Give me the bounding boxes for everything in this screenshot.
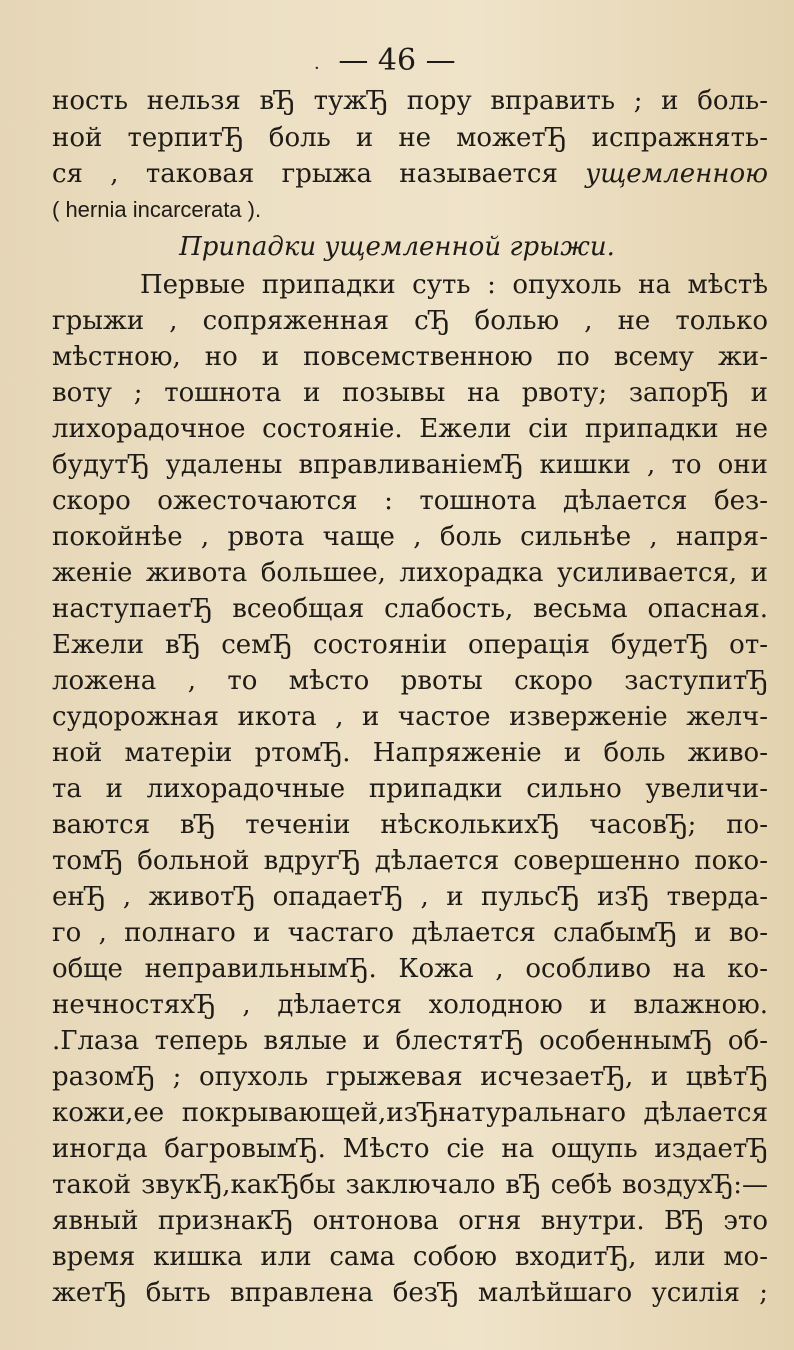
text-line: енЂ , животЂ опадаетЂ , и пульсЂ изЂ тверда- <box>52 882 768 912</box>
page-number: — 46 — <box>338 43 456 78</box>
text-line: мѣстною, но и повсемственною по всему жи- <box>52 342 768 372</box>
text-line: грыжи , сопряженная сЂ болью , не только <box>52 306 768 336</box>
text-line: ной терпитЂ боль и не можетЂ испражнять- <box>52 123 768 153</box>
text-line: томЂ больной вдругЂ дѣлается совершенно поко- <box>52 846 768 876</box>
text-line: женіе живота большее, лихорадка усиливается, и <box>52 558 768 588</box>
text-line: го , полнаго и частаго дѣлается слабымЂ и во- <box>52 918 768 948</box>
text-line: лихорадочное состояніе. Ежели сіи припадки не <box>52 414 768 444</box>
text-line: ложена , то мѣсто рвоты скоро заступитЂ <box>52 666 768 696</box>
text-line: судорожная икота , и частое изверженіе желч- <box>52 702 768 732</box>
header-dot: · <box>314 58 320 79</box>
text-line: покойнѣе , рвота чаще , боль сильнѣе , напря- <box>52 522 768 552</box>
text-segment: ся , таковая грыжа называется <box>52 159 558 189</box>
italic-term: ущемленною <box>585 159 768 189</box>
latin-term-line: ( hernia incarcerata ). <box>52 197 262 222</box>
text-line: скоро ожесточаются : тошнота дѣлается без- <box>52 486 768 516</box>
text-line: ность нельзя вЂ тужЂ пору вправить ; и боль- <box>52 86 768 116</box>
text-line: разомЂ ; опухоль грыжевая исчезаетЂ, и цвѣтЂ <box>52 1062 768 1092</box>
text-line-with-term <box>52 157 768 191</box>
text-line: Ежели вЂ семЂ состояніи операція будетЂ от- <box>52 630 768 660</box>
text-line: Первые припадки суть : опухоль на мѣстѣ <box>140 270 768 300</box>
text-line: обще неправильнымЂ. Кожа , особливо на ко- <box>52 954 768 984</box>
text-line: та и лихорадочные припадки сильно увеличи- <box>52 774 768 804</box>
text-line: иногда багровымЂ. Мѣсто сіе на ощупь издаетЂ <box>52 1134 768 1164</box>
section-heading: Припадки ущемленной грыжи. <box>179 232 615 262</box>
text-line: нечностяхЂ , дѣлается холодною и влажною. <box>52 990 768 1020</box>
text-line: явный признакЂ онтонова огня внутри. ВЂ это <box>52 1206 768 1236</box>
text-line: ной матеріи ртомЂ. Напряженіе и боль живо- <box>52 738 768 768</box>
text-line: жетЂ быть вправлена безЂ малѣйшаго усилія ; <box>52 1278 768 1308</box>
text-line: время кишка или сама собою входитЂ, или мо- <box>52 1242 768 1272</box>
text-line: воту ; тошнота и позывы на рвоту; запорЂ и <box>52 378 768 408</box>
text-line: кожи,ее покрывающей,изЂнатуральнаго дѣлается <box>52 1098 768 1128</box>
text-line: .Глаза теперь вялые и блестятЂ особеннымЂ об- <box>52 1026 768 1056</box>
text-line: наступаетЂ всеобщая слабость, весьма опасная. <box>52 594 768 624</box>
text-line: ваются вЂ теченіи нѣсколькихЂ часовЂ; по- <box>52 810 768 840</box>
text-line: будутЂ удалены вправливаніемЂ кишки , то они <box>52 450 768 480</box>
text-line: такой звукЂ,какЂбы заключало вЂ себѣ воздухЂ:— <box>52 1170 768 1200</box>
